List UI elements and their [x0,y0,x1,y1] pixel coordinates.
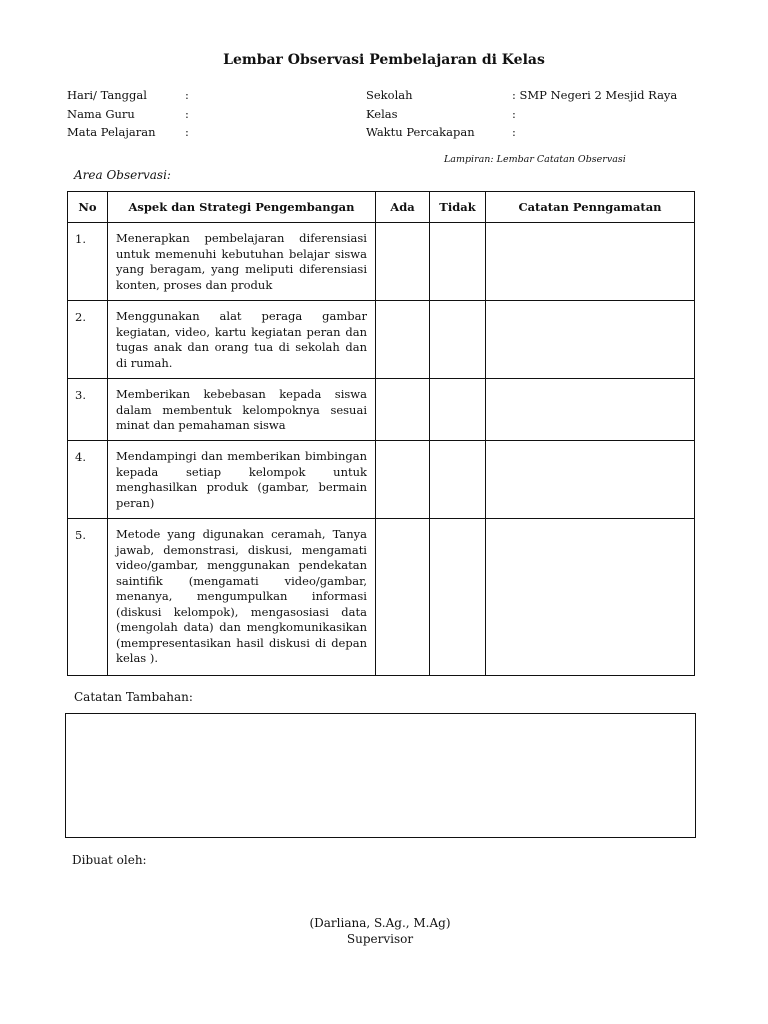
observation-table [67,191,695,676]
ada-cell[interactable] [376,379,430,441]
row-aspek: Menerapkan pembelajaran diferensiasi untuk memenuhi kebutuhan belajar siswa yang beragam, yang meliputi diferensiasi konten, proses dan produk [108,223,376,301]
col-header-catatan: Catatan Penngamatan [486,192,695,223]
table-header-row [68,192,695,223]
header-value: : [512,106,516,121]
dibuat-oleh-label: Dibuat oleh: [72,853,147,867]
signature-name: (Darliana, S.Ag., M.Ag) [309,916,451,930]
header-row-sekolah [366,86,696,105]
col-header-ada: Ada [376,192,430,223]
row-number: 2. [68,301,108,379]
document-title: Lembar Observasi Pembelajaran di Kelas [223,52,545,68]
row-aspek: Menggunakan alat peraga gambar kegiatan, video, kartu kegiatan peran dan tugas anak dan orang tua di sekolah dan di rumah. [108,301,376,379]
header-value: : [185,106,189,121]
row-aspek: Mendampingi dan memberikan bimbingan kepada setiap kelompok untuk menghasilkan produk (gambar, bermain peran) [108,441,376,519]
ada-cell[interactable] [376,441,430,519]
table-row [68,223,695,301]
ada-cell[interactable] [376,519,430,676]
catatan-cell[interactable] [486,379,695,441]
tidak-cell[interactable] [430,441,486,519]
col-header-tidak: Tidak [430,192,486,223]
row-aspek: Memberikan kebebasan kepada siswa dalam membentuk kelompoknya sesuai minat dan pemahaman siswa [108,379,376,441]
row-number: 1. [68,223,108,301]
header-value: : [185,125,189,139]
header-right [366,86,696,142]
catatan-cell[interactable] [486,223,695,301]
header-label: Sekolah [366,88,413,102]
tidak-cell[interactable] [430,223,486,301]
header-value: : [185,88,189,102]
header-value: : [512,125,516,139]
header-left [67,86,267,142]
area-observasi-label: Area Observasi: [74,168,171,182]
signature-role: Supervisor [346,932,414,946]
catatan-tambahan-box[interactable] [65,713,696,838]
header-label: Nama Guru [67,106,135,121]
table-row [68,379,695,441]
ada-cell[interactable] [376,223,430,301]
table-row [68,519,695,676]
catatan-cell[interactable] [486,301,695,379]
header-row-mapel [67,123,267,142]
lampiran-note: Lampiran: Lembar Catatan Observasi [444,154,626,165]
header-row-kelas [366,105,696,124]
ada-cell[interactable] [376,301,430,379]
header-value: : SMP Negeri 2 Mesjid Raya [512,88,678,102]
row-number: 5. [68,519,108,676]
signature-block [0,915,760,947]
tidak-cell[interactable] [430,379,486,441]
col-header-no: No [68,192,108,223]
header-row-guru [67,105,267,124]
header-label: Mata Pelajaran [67,125,156,139]
row-number: 4. [68,441,108,519]
table-row [68,301,695,379]
header-label: Hari/ Tanggal [67,88,147,102]
header-row-hari [67,86,267,105]
table-row [68,441,695,519]
tidak-cell[interactable] [430,301,486,379]
row-number: 3. [68,379,108,441]
catatan-cell[interactable] [486,441,695,519]
catatan-cell[interactable] [486,519,695,676]
header-label: Kelas [366,106,398,121]
header-row-waktu [366,123,696,142]
header-label: Waktu Percakapan [366,125,475,139]
row-aspek: Metode yang digunakan ceramah, Tanya jawab, demonstrasi, diskusi, mengamati video/gambar, menggunakan pendekatan saintifik (mengamati video/gambar, menanya, mengumpulkan informasi (diskusi kelompok), mengasosiasi data (mengolah data) dan mengkomunikasikan (mempresentasikan hasil diskusi di depan kelas ). [108,519,376,676]
tidak-cell[interactable] [430,519,486,676]
catatan-tambahan-label: Catatan Tambahan: [74,690,193,704]
col-header-aspek: Aspek dan Strategi Pengembangan [108,192,376,223]
